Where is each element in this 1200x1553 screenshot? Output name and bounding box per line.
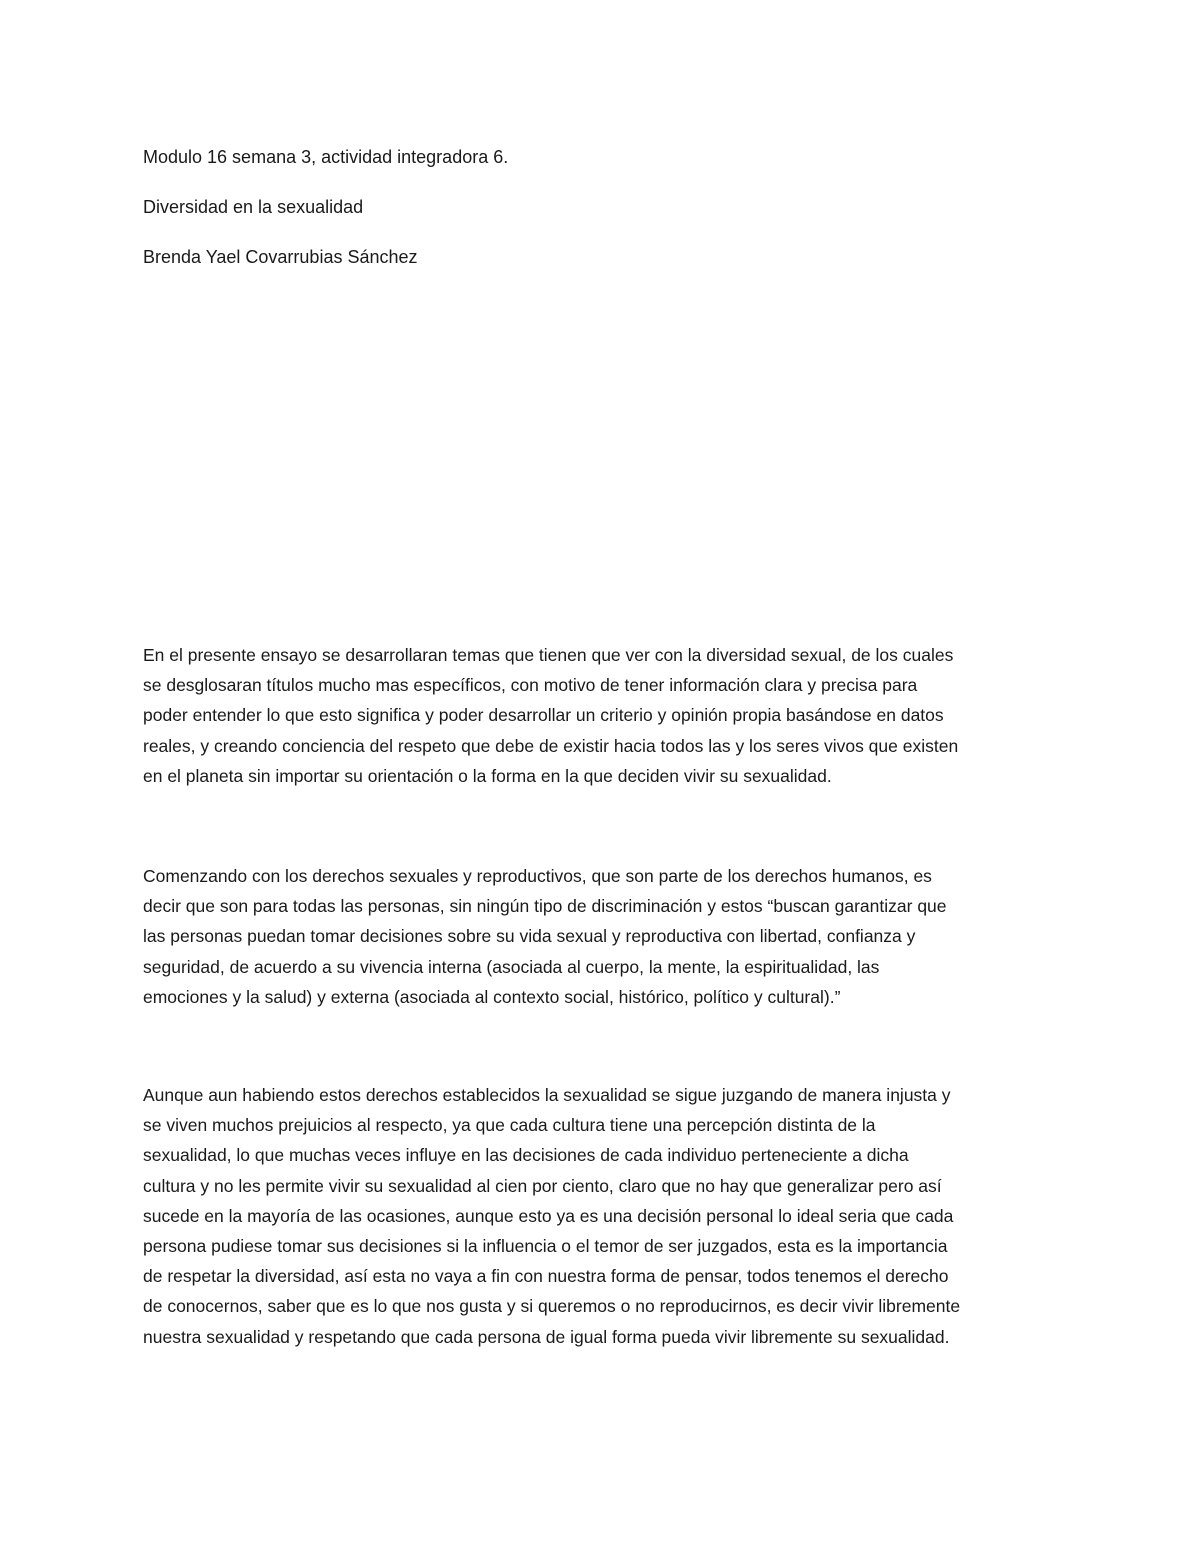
paragraph-intro [143, 640, 1078, 791]
paragraph-line: de respetar la diversidad, así esta no vaya a fin con nuestra forma de pensar, todos tenemos el derecho [143, 1266, 949, 1287]
paragraph-line: emociones y la salud) y externa (asociada al contexto social, histórico, político y cultural).” [143, 986, 841, 1007]
paragraph-line: se desglosaran títulos mucho mas específicos, con motivo de tener información clara y precisa para [143, 675, 918, 696]
paragraph-line: En el presente ensayo se desarrollaran temas que tienen que ver con la diversidad sexual, de los cuales [143, 645, 954, 665]
paragraph-line: de conocernos, saber que es lo que nos gusta y si queremos o no reproducirnos, es decir vivir libremente [143, 1296, 961, 1317]
paragraph-line: sucede en la mayoría de las ocasiones, aunque esto ya es una decisión personal lo ideal seria que cada [143, 1205, 954, 1226]
module-title: Modulo 16 semana 3, actividad integradora 6. [143, 147, 509, 167]
paragraph-prejudice [143, 1080, 1078, 1352]
paragraph-line: las personas puedan tomar decisiones sobre su vida sexual y reproductiva con libertad, confianza y [143, 926, 916, 947]
paragraph-rights [143, 861, 1078, 1012]
paragraph-line: cultura y no les permite vivir su sexualidad al cien por ciento, claro que no hay que generalizar pero así [143, 1175, 942, 1196]
paragraph-line: se viven muchos prejuicios al respecto, ya que cada cultura tiene una percepción distinta de la [143, 1115, 876, 1136]
essay-subtitle: Diversidad en la sexualidad [143, 197, 364, 217]
paragraph-line: reales, y creando conciencia del respeto que debe de existir hacia todos las y los seres vivos que existen [143, 735, 959, 756]
paragraph-line: decir que son para todas las personas, sin ningún tipo de discriminación y estos “buscan garantizar que [143, 896, 947, 917]
author-name: Brenda Yael Covarrubias Sánchez [143, 247, 418, 267]
paragraph-line: en el planeta sin importar su orientación o la forma en la que deciden vivir su sexualidad. [143, 765, 832, 786]
paragraph-line: persona pudiese tomar sus decisiones si la influencia o el temor de ser juzgados, esta es la importancia [143, 1236, 948, 1257]
paragraph-line: poder entender lo que esto significa y poder desarrollar un criterio y opinión propia basándose en datos [143, 705, 944, 726]
paragraph-line: Aunque aun habiendo estos derechos establecidos la sexualidad se sigue juzgando de manera injusta y [143, 1085, 951, 1105]
paragraph-line: seguridad, de acuerdo a su vivencia interna (asociada al cuerpo, la mente, la espiritualidad, las [143, 956, 880, 977]
paragraph-line: sexualidad, lo que muchas veces influye en las decisiones de cada individuo perteneciente a dicha [143, 1145, 909, 1166]
paragraph-line: nuestra sexualidad y respetando que cada persona de igual forma pueda vivir libremente su sexualidad. [143, 1326, 950, 1347]
paragraph-line: Comenzando con los derechos sexuales y reproductivos, que son parte de los derechos humanos, es [143, 866, 932, 886]
